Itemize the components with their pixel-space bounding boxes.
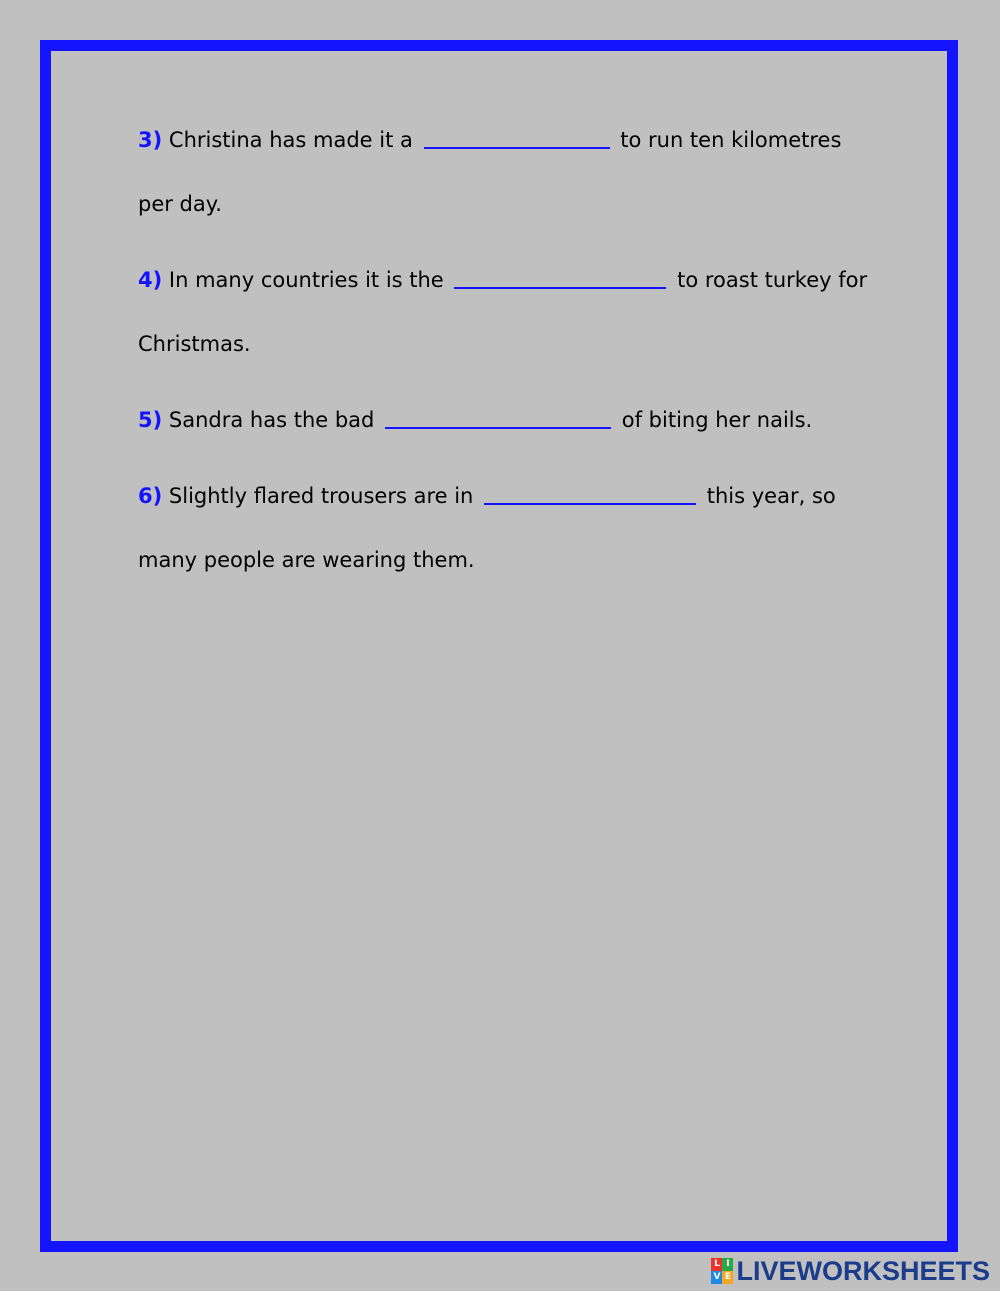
answer-blank-4[interactable]: [454, 265, 666, 289]
liveworksheets-logo-icon: [711, 1258, 733, 1284]
logo-letter: L: [711, 1258, 722, 1271]
question-5: [138, 388, 878, 452]
answer-blank-3[interactable]: [424, 125, 610, 149]
answer-blank-5[interactable]: [385, 405, 611, 429]
question-text-after: of biting her nails.: [621, 408, 813, 432]
question-text-before: Slightly flared trousers are in: [168, 484, 474, 508]
logo-letter: V: [711, 1271, 722, 1284]
question-number: 4): [138, 268, 163, 292]
worksheet-content: [138, 108, 878, 604]
liveworksheets-brand[interactable]: [711, 1255, 990, 1287]
question-4: [138, 248, 878, 376]
question-number: 6): [138, 484, 163, 508]
logo-letter: I: [722, 1258, 733, 1271]
brand-text: LIVEWORKSHEETS: [736, 1255, 990, 1286]
question-number: 5): [138, 408, 163, 432]
question-text-before: In many countries it is the: [168, 268, 444, 292]
logo-letter: E: [722, 1271, 733, 1284]
answer-blank-6[interactable]: [484, 481, 696, 505]
question-text-before: Christina has made it a: [168, 128, 413, 152]
question-text-after: to roast turkey for Christmas.: [138, 268, 868, 356]
question-text-after: to run ten kilometres per day.: [138, 128, 842, 216]
question-number: 3): [138, 128, 163, 152]
question-6: [138, 464, 878, 592]
question-3: [138, 108, 878, 236]
question-text-before: Sandra has the bad: [168, 408, 375, 432]
question-text-after: this year, so many people are wearing them.: [138, 484, 836, 572]
